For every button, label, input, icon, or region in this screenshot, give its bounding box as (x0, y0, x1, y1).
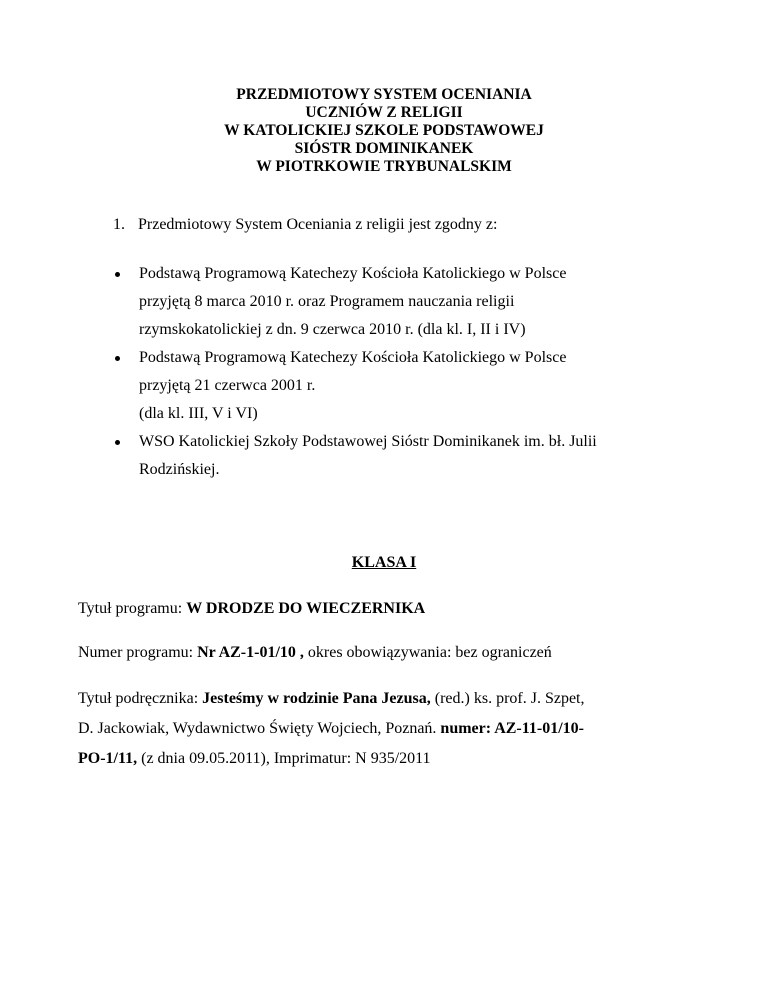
title-line-4: SIÓSTR DOMINIKANEK (294, 140, 474, 157)
textbook-line-2 (78, 714, 698, 744)
bullet-line: WSO Katolickiej Szkoły Podstawowej Sióstr Dominikanek im. bł. Julii (139, 433, 597, 450)
textbook-label: Tytuł podręcznika: (78, 690, 203, 707)
textbook-number-label: numer: AZ-11-01/10- (440, 720, 584, 737)
title-line-5: W PIOTRKOWIE TRYBUNALSKIM (256, 158, 512, 175)
bullet-line: (dla kl. III, V i VI) (139, 405, 258, 422)
title-line-1: PRZEDMIOTOWY SYSTEM OCENIANIA (236, 86, 532, 103)
textbook-title: Jesteśmy w rodzinie Pana Jezusa, (202, 690, 431, 707)
class-heading (0, 552, 768, 574)
bullet-item (115, 260, 715, 344)
textbook-line-3 (78, 744, 698, 774)
textbook-publisher-text: D. Jackowiak, Wydawnictwo Święty Wojciech, Poznań. (78, 720, 441, 737)
bullet-line: Rodzińskiej. (139, 461, 220, 478)
bullet-line: Podstawą Programową Katechezy Kościoła Katolickiego w Polsce (139, 349, 567, 366)
bullet-line: przyjętą 8 marca 2010 r. oraz Programem nauczania religii (139, 293, 515, 310)
title-line-3: W KATOLICKIEJ SZKOLE PODSTAWOWEJ (224, 122, 544, 139)
program-number-line (78, 642, 552, 664)
bullet-dot-icon (115, 272, 120, 277)
program-title-value: W DRODZE DO WIECZERNIKA (186, 600, 426, 617)
bullet-line: Podstawą Programową Katechezy Kościoła Katolickiego w Polsce (139, 265, 567, 282)
textbook-number-continued: PO-1/11, (78, 750, 138, 767)
document-title (0, 86, 768, 176)
point-number: 1. (113, 216, 125, 233)
textbook-imprimatur-text: (z dnia 09.05.2011), Imprimatur: N 935/2011 (137, 750, 431, 767)
bullet-line: przyjętą 21 czerwca 2001 r. (139, 377, 316, 394)
compliance-bullet-list (115, 260, 715, 484)
textbook-line-1 (78, 684, 698, 714)
bullet-dot-icon (115, 356, 120, 361)
class-heading-text: KLASA I (351, 554, 417, 571)
program-validity-text: okres obowiązywania: bez ograniczeń (303, 644, 552, 661)
program-number-label: Numer programu: (78, 644, 198, 661)
textbook-paragraph (78, 684, 698, 774)
program-title-label: Tytuł programu: (78, 600, 187, 617)
program-number-value: Nr AZ-1-01/10 , (197, 644, 304, 661)
point-text: Przedmiotowy System Oceniania z religii jest zgodny z: (138, 216, 498, 233)
bullet-dot-icon (115, 440, 120, 445)
textbook-editor-text: (red.) ks. prof. J. Szpet, (430, 690, 585, 707)
numbered-point-1 (113, 214, 497, 236)
bullet-item (115, 344, 715, 428)
bullet-item (115, 428, 715, 484)
bullet-line: rzymskokatolickiej z dn. 9 czerwca 2010 r. (dla kl. I, II i IV) (139, 321, 526, 338)
title-line-2: UCZNIÓW Z RELIGII (305, 104, 463, 121)
program-title-line (78, 598, 425, 620)
